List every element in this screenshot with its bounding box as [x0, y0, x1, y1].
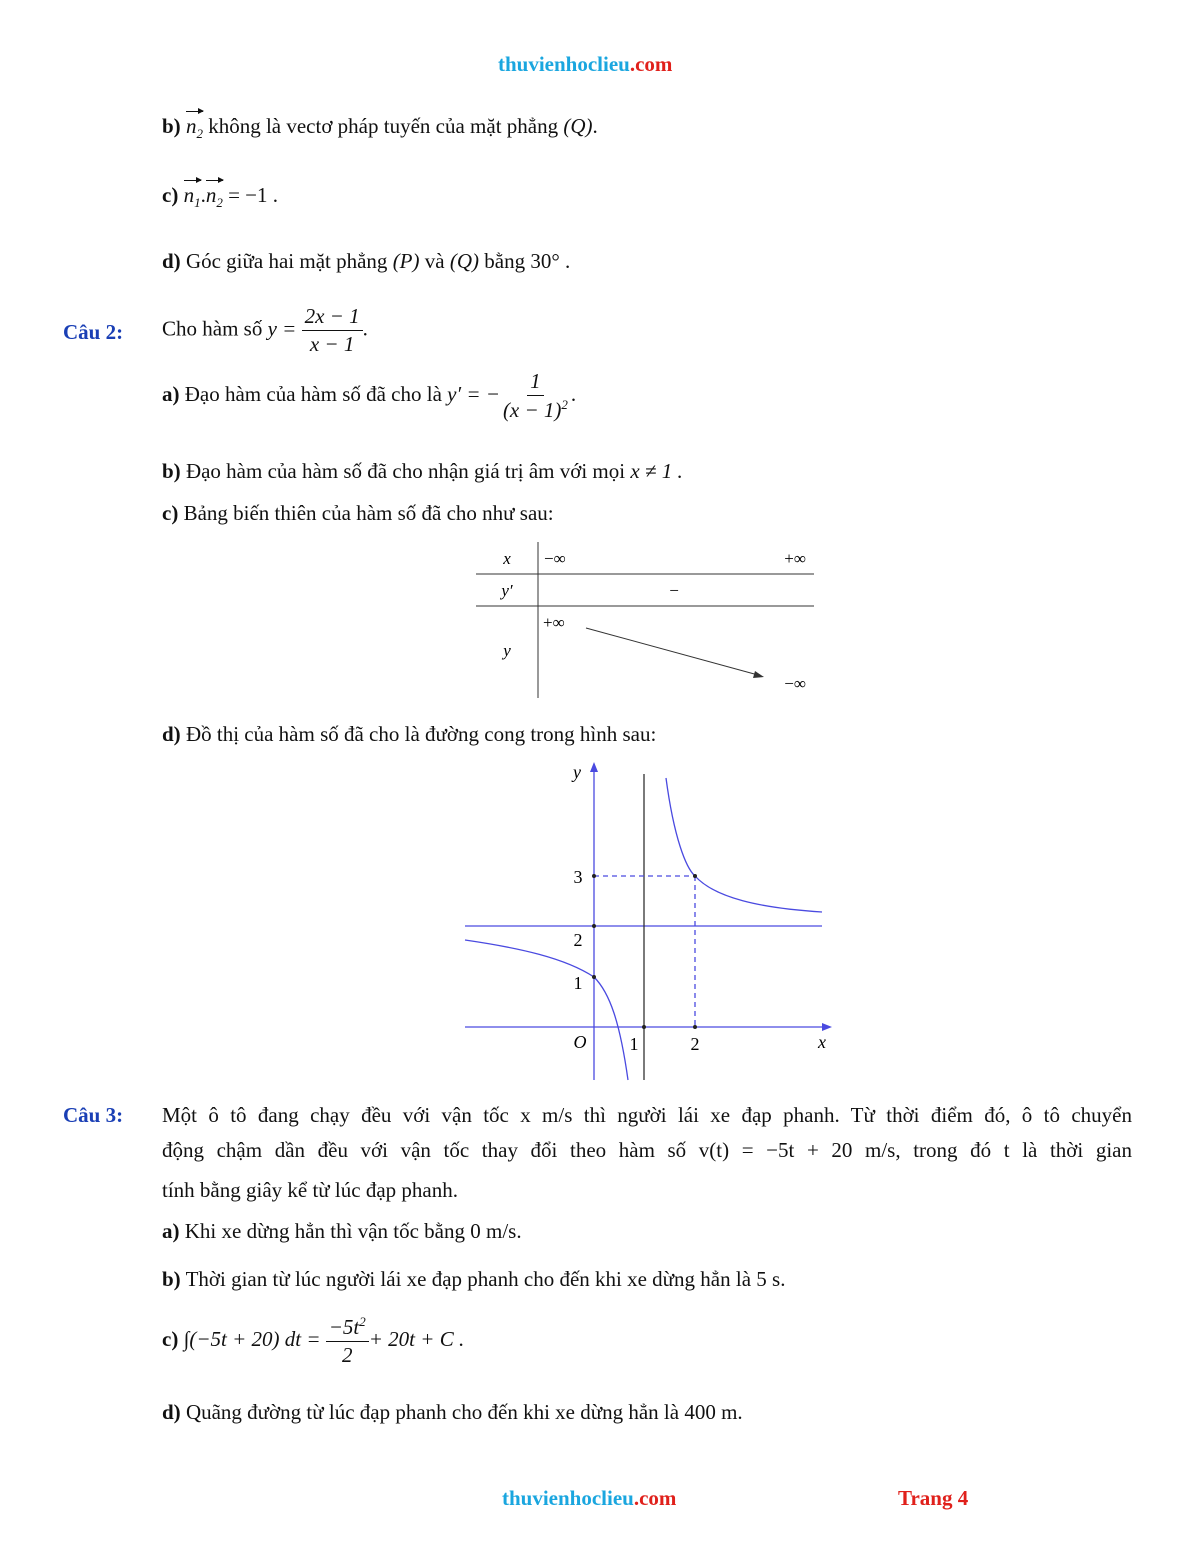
option-text: Đồ thị của hàm số đã cho là đường cong trong hình sau:	[185, 722, 657, 746]
origin-label: O	[573, 1032, 587, 1052]
q3-line-2: động chậm dần đều với vận tốc thay đổi theo hàm số v(t) = −5t + 20 m/s, trong đó t là thời gian	[162, 1138, 1132, 1162]
option-text: Đạo hàm của hàm số đã cho là	[184, 381, 442, 406]
vector-symbol: n	[205, 183, 217, 207]
option-text: không là vectơ pháp tuyến của mặt phẳng	[208, 114, 559, 138]
denominator-base: (x − 1)	[502, 398, 562, 423]
option-label: d)	[162, 1400, 181, 1424]
question-2-title: Câu 2:	[63, 320, 124, 344]
option-text: Góc giữa hai mặt phẳng	[185, 249, 388, 273]
option-text: Thời gian từ lúc người lái xe đạp phanh cho đến khi xe dừng hẳn là 5 s.	[185, 1267, 786, 1291]
option-label: a)	[162, 381, 180, 406]
dot-product: .	[200, 183, 206, 207]
question-3-title: Câu 3:	[63, 1103, 124, 1127]
function-fraction	[302, 305, 363, 356]
option-text: Quãng đường từ lúc đạp phanh cho đến khi xe dừng hẳn là 400 m.	[185, 1400, 743, 1424]
option-label: d)	[162, 249, 181, 273]
q1-option-b	[162, 114, 598, 142]
table-yprime-sign: −	[669, 581, 679, 600]
right-branch	[666, 778, 822, 912]
x-tick-2: 2	[690, 1034, 700, 1054]
option-text: Bảng biến thiên của hàm số đã cho như sau:	[183, 501, 554, 525]
q1-option-d	[162, 249, 570, 274]
table-y-top: +∞	[543, 613, 565, 632]
footer-site-name: thuvienhoclieu	[502, 1486, 634, 1510]
table-x-label: x	[503, 549, 511, 568]
footer-site-domain: .com	[633, 1486, 677, 1510]
q3-option-c	[162, 1315, 464, 1367]
denominator-power: 2	[561, 397, 568, 413]
q3-line-1: Một ô tô đang chạy đều với vận tốc x m/s thì người lái xe đạp phanh. Từ thời điểm đó, ô tô chuyển	[162, 1103, 1132, 1127]
table-y-label: y	[503, 641, 511, 660]
plane-p: (P)	[392, 249, 420, 273]
option-text: Đạo hàm của hàm số đã cho nhận giá trị âm với mọi	[185, 459, 626, 483]
q2-intro	[162, 305, 368, 356]
plane-q: (Q)	[563, 114, 593, 138]
q2-option-a	[162, 370, 576, 422]
table-y-bottom: −∞	[784, 674, 806, 693]
y-tick-3: 3	[573, 867, 583, 887]
vector-subscript: 2	[196, 126, 203, 142]
x-axis-label: x	[818, 1032, 826, 1052]
period: .	[570, 381, 577, 406]
integral-lhs: ∫(−5t + 20) dt =	[183, 1326, 321, 1351]
derivative-fraction	[500, 370, 571, 422]
header-site[interactable]	[498, 52, 672, 77]
q3-option-d	[162, 1400, 743, 1425]
conjunction: và	[424, 249, 445, 273]
option-text: bằng	[484, 249, 526, 273]
vector-symbol: n	[185, 114, 197, 138]
option-label: b)	[162, 459, 181, 483]
fraction-numerator: 2x − 1	[302, 305, 363, 331]
function-lhs: y =	[267, 316, 297, 341]
option-label: d)	[162, 722, 181, 746]
function-graph	[460, 758, 832, 1084]
vector-subscript: 1	[194, 195, 201, 211]
numerator-base: −5t	[328, 1315, 360, 1339]
x-axis-arrow	[822, 1023, 832, 1031]
y-axis-label: y	[573, 762, 581, 782]
option-label: c)	[162, 183, 179, 207]
option-label: a)	[162, 1219, 180, 1243]
q2-option-b	[162, 459, 683, 484]
fraction-numerator: 1	[527, 370, 544, 396]
integral-rhs: + 20t + C .	[368, 1326, 465, 1351]
table-x-left: −∞	[544, 549, 566, 568]
arrow-head	[753, 671, 764, 678]
numerator-power: 2	[359, 1314, 366, 1329]
equation-rhs: = −1 .	[228, 183, 279, 207]
variation-table	[476, 542, 816, 702]
fraction-denominator: x − 1	[309, 332, 355, 357]
angle-value: 30° .	[530, 249, 571, 273]
condition: x ≠ 1 .	[630, 459, 683, 483]
q3-option-b	[162, 1267, 785, 1292]
period: .	[592, 114, 598, 138]
vector-n2	[186, 114, 203, 142]
integral-fraction	[326, 1315, 369, 1367]
vector-subscript: 2	[216, 195, 223, 211]
table-decrease-arrow	[586, 628, 758, 675]
plane-q: (Q)	[449, 249, 479, 273]
option-label: b)	[162, 1267, 181, 1291]
left-branch	[465, 940, 628, 1080]
fraction-denominator	[500, 396, 571, 422]
q3-line-3: tính bằng giây kể từ lúc đạp phanh.	[162, 1178, 458, 1202]
y-tick-1: 1	[573, 973, 583, 993]
footer-site[interactable]	[502, 1486, 676, 1511]
table-x-right: +∞	[784, 549, 806, 568]
q2-option-c	[162, 501, 554, 526]
option-label: b)	[162, 114, 181, 138]
intro-text: Cho hàm số	[162, 316, 263, 341]
header-site-name: thuvienhoclieu	[498, 52, 630, 76]
option-label: c)	[162, 501, 179, 525]
option-text: Khi xe dừng hẳn thì vận tốc bằng 0 m/s.	[184, 1219, 522, 1243]
x-tick-1: 1	[629, 1034, 639, 1054]
option-label: c)	[162, 1326, 179, 1351]
q3-option-a	[162, 1219, 522, 1244]
table-yprime-label: y′	[501, 581, 513, 600]
q2-option-d	[162, 722, 656, 747]
header-site-domain: .com	[629, 52, 673, 76]
period: .	[362, 316, 368, 341]
vector-n1	[184, 183, 201, 211]
fraction-denominator: 2	[342, 1343, 353, 1368]
y-tick-2: 2	[573, 930, 583, 950]
derivative-lhs: y′ = −	[447, 381, 500, 406]
y-axis-arrow	[590, 762, 598, 772]
vector-symbol: n	[183, 183, 195, 207]
q1-option-c	[162, 183, 278, 211]
fraction-numerator	[326, 1315, 369, 1342]
vector-n2	[206, 183, 223, 211]
page-number: Trang 4	[898, 1486, 969, 1510]
